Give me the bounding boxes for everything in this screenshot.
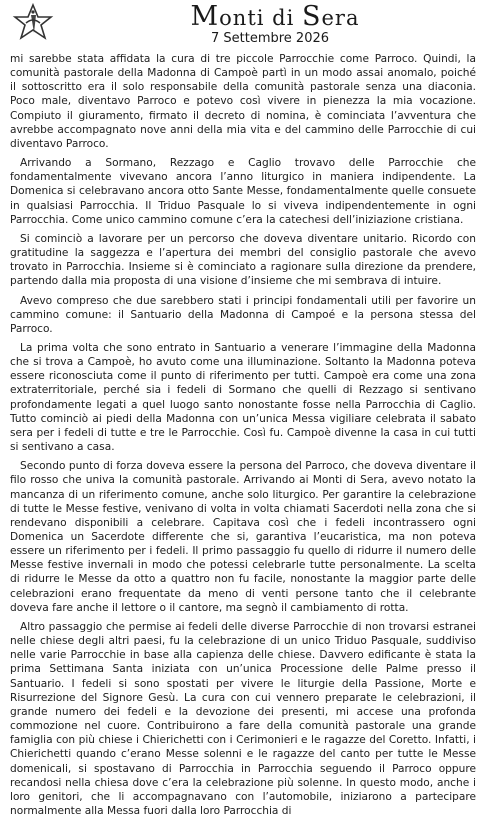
title-part-era: era xyxy=(321,6,360,30)
article-body xyxy=(10,52,476,817)
parish-logo-icon xyxy=(12,3,54,45)
issue-date: 7 Settembre 2026 xyxy=(210,31,330,46)
title-part-onti-di: onti di xyxy=(219,6,302,30)
masthead-title xyxy=(130,2,420,33)
paragraph: La prima volta che sono entrato in Santuario a venerare l’immagine della Madonna che si trova a Campoè, ho avuto come una illuminazione. Soltanto la Madonna poteva essere riconosciuta come il punto di riferimento per tutti. Campoè era come una zona extraterritoriale, perché sia i fedeli di Sormano che quelli di Rezzago si sentivano profondamente legati a quel luogo santo nonostante fosse nella Parrocchia di Caglio. Tutto cominciò ai piedi della Madonna con un’unica Messa vigiliare celebrata il sabato sera per i fedeli di tutte e tre le Parrocchie. Così fu. Campoè divenne la casa in cui tutti si sentivano a casa. xyxy=(10,341,476,454)
paragraph: Altro passaggio che permise ai fedeli delle diverse Parrocchie di non trovarsi estranei nelle chiese degli altri paesi, fu la celebrazione di un unico Triduo Pasquale, suddiviso nelle varie Parrocchie in base alla capienza delle chiese. Davvero edificante è stata la prima Settimana Santa iniziata con un’unica Processione delle Palme presso il Santuario. I fedeli si sono spostati per vivere le liturgie della Passione, Morte e Risurrezione del Signore Gesù. La cura con cui vennero preparate le celebrazioni, il grande numero dei fedeli e la devozione dei presenti, mi accese una profonda commozione nel cuore. Contribuirono a fare della comunità pastorale una grande famiglia con più chiese i Chierichetti con i Cerimonieri e le ragazze del Coretto. Infatti, i Chierichetti quando c’erano Messe solenni e le ragazze del canto per tutte le Messe domenicali, si spostavano di Parrocchia in Parrocchia seguendo il Parroco oppure recandosi nella chiesa dove c’era la celebrazione più solenne. In questo modo, anche i loro genitori, che li accompagnavano con l’automobile, iniziarono a partecipare normalmente alla Messa fuori dalla loro Parrocchia di xyxy=(10,620,476,817)
paragraph: Arrivando a Sormano, Rezzago e Caglio trovavo delle Parrocchie che fondamentalmente vivevano ancora l’anno liturgico in maniera indipendente. La Domenica si celebravano ancora otto Sante Messe, fondamentalmente quelle consuete in qualsiasi Parrocchia. Il Triduo Pasquale lo si viveva indipendentemente in ogni Parrocchia. Come unico cammino comune c’era la catechesi dell’iniziazione cristiana. xyxy=(10,157,476,226)
paragraph: mi sarebbe stata affidata la cura di tre piccole Parrocchie come Parroco. Quindi, la comunità pastorale della Madonna di Campoè partì in un modo assai anomalo, poiché il sottoscritto era il solo responsabile della comunità pastorale senza una diaconia. Poco male, diventavo Parroco e potevo così vivere in pienezza la mia vocazione. Compiuto il giuramento, firmato il decreto di nomina, è cominciata l’avventura che avrebbe accompagnato nove anni della mia vita e del cammino delle Parrocchie di cui diventavo Parroco. xyxy=(10,53,476,150)
paragraph: Si cominciò a lavorare per un percorso che doveva diventare unitario. Ricordo con gratitudine la saggezza e l’apertura dei membri del consiglio pastorale che avevo trovato in Parrocchia. Insieme si è cominciato a ragionare sulla direzione da prendere, partendo dalla mia proposta di una visione d’insieme che mi sembrava di intuire. xyxy=(10,232,476,288)
masthead-header xyxy=(0,0,485,50)
title-initial-s: S xyxy=(302,1,322,32)
paragraph: Avevo compreso che due sarebbero stati i principi fondamentali utili per favorire un cammino comune: il Santuario della Madonna di Campoé e la persona stessa del Parroco. xyxy=(10,294,476,335)
title-initial-m: M xyxy=(190,1,220,32)
paragraph: Secondo punto di forza doveva essere la persona del Parroco, che doveva diventare il filo rosso che univa la comunità pastorale. Arrivando ai Monti di Sera, avevo notato la mancanza di un riferimento comune, anche solo liturgico. Per garantire la celebrazione di tutte le Messe festive, venivano di volta in volta chiamati Sacerdoti nella zona che si rendevano disponibili a celebrare. Capitava così che i fedeli incontrassero ogni Domenica un Sacerdote differente che si, garantiva l’eucaristica, ma non poteva essere un riferimento per i fedeli. Il primo passaggio fu quello di ridurre il numero delle Messe festive invernali in modo che potessi celebrarle tutte personalmente. La scelta di ridurre le Messe da otto a quattro non fu facile, nonostante la maggior parte delle celebrazioni erano frequentate da meno di venti persone tanto che il celebrante doveva fare anche il lettore o il cantore, ma segnò il cambiamento di rotta. xyxy=(10,460,476,614)
